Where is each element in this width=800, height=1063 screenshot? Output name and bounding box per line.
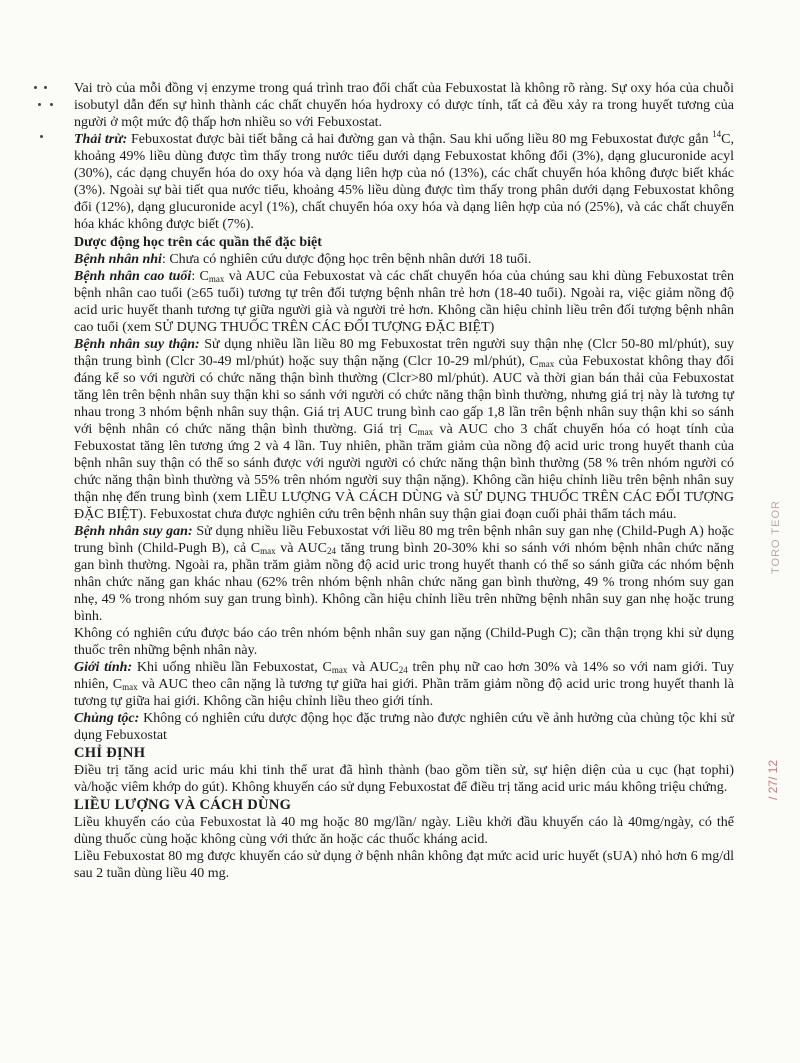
margin-dot xyxy=(34,86,37,89)
label-elimination: Thải trừ: xyxy=(74,132,128,147)
paragraph-dosage-1: Liều khuyến cáo của Febuxostat là 40 mg hoặc 80 mg/lần/ ngày. Liều khởi đầu khuyến cáo là 40mg/ngày, có thể dùng thuốc cùng hoặc không cùng với thức ăn hoặc các thuốc kháng acid. xyxy=(74,815,734,847)
text: C, khoảng 49% liều dùng được tìm thấy trong nước tiểu dưới dạng Febuxostat không đổi (3%), dạng glucuronide acyl (30%), các dạng chuyển hóa do oxy hóa và dạng liên hợp của nó (13%), các chất chuyển hóa không được biết khác (3%). Ngoài sự bài tiết qua nước tiểu, khoảng 45% liều dùng được tìm thấy trong phân dưới dạng Febuxostat không đổi (12%), dạng glucuronide acyl (1%), chất chuyển hóa oxy hóa và dạng liên hợp của nó (25%), và các chất chuyển hóa khác không được biết (7%). xyxy=(74,132,734,232)
text: và AUC xyxy=(347,660,399,675)
margin-dot xyxy=(38,103,41,106)
paragraph-elderly xyxy=(74,268,734,336)
superscript: 14 xyxy=(712,129,722,139)
text: Febuxostat được bài tiết bằng cả hai đường gan và thận. Sau khi uống liều 80 mg Febuxostat được gắn xyxy=(127,132,713,147)
heading-dosage: LIỀU LƯỢNG VÀ CÁCH DÙNG xyxy=(74,797,292,813)
label-elderly: Bệnh nhân cao tuổi xyxy=(74,269,192,284)
margin-dot xyxy=(40,135,43,138)
label-pediatric: Bệnh nhân nhi xyxy=(74,252,162,267)
heading-indications: CHỈ ĐỊNH xyxy=(74,745,146,761)
text: và AUC theo cân nặng là tương tự giữa hai giới. Phần trăm giảm nồng độ acid uric trong huyết thanh là tương tự giữa hai giới. Không cần hiệu chỉnh liều theo giới tính. xyxy=(74,677,734,709)
subscript: max xyxy=(417,427,434,437)
subscript: max xyxy=(538,359,555,369)
paragraph-pediatric xyxy=(74,251,734,268)
paragraph-hepatic-severe: Không có nghiên cứu được báo cáo trên nhóm bệnh nhân suy gan nặng (Child-Pugh C); cần thận trọng khi sử dụng thuốc trên những bệnh nhân này. xyxy=(74,626,734,658)
paragraph-renal xyxy=(74,336,734,523)
text: tăng trung bình 20-30% khi so sánh với nhóm bệnh nhân chức năng gan bình thường. Ngoài ra, phần trăm giảm nồng độ acid uric trong huyết thanh có thể so sánh giữa các nhóm bệnh nhân chức năng gan khác nhau (62% trên nhóm bệnh nhân chức năng gan bình thường, 49 % trong nhóm suy gan nhẹ, 49 % trong nhóm suy gan trung bình). Không cần hiệu chỉnh liều trên những bệnh nhân suy gan nhẹ hoặc trung bình. xyxy=(74,541,735,624)
document-page xyxy=(74,80,734,882)
text: Không có nghiên cứu dược động học đặc trưng nào được nghiên cứu về ảnh hưởng của chủng tộc khi sử dụng Febuxostat xyxy=(74,711,734,743)
label-race: Chủng tộc: xyxy=(74,711,140,726)
label-hepatic: Bệnh nhân suy gan: xyxy=(74,524,193,539)
paragraph-dosage-2: Liều Febuxostat 80 mg được khuyến cáo sử dụng ở bệnh nhân không đạt mức acid uric huyết (sUA) nhỏ hơn 6 mg/dl sau 2 tuần dùng liều 40 mg. xyxy=(74,849,734,881)
margin-stamp: TORO TEOR xyxy=(770,500,782,574)
text: Sử dụng nhiều lần liều 80 mg Febuxostat trên người suy thận nhẹ (Clcr 50-80 ml/phút), suy thận trung bình (Clcr 30-49 ml/phút) hoặc suy thận nặng (Clcr 10-29 ml/phút), C xyxy=(74,337,734,369)
margin-dot xyxy=(44,86,47,89)
paragraph-race xyxy=(74,710,734,744)
text: : Chưa có nghiên cứu dược động học trên bệnh nhân dưới 18 tuổi. xyxy=(161,252,532,267)
subscript: max xyxy=(208,274,225,284)
subscript: 24 xyxy=(326,546,336,556)
text: và AUC cho 3 chất chuyển hóa có hoạt tính của Febuxostat tăng lên tương ứng 2 và 4 lần. Tuy nhiên, phần trăm giảm của nồng độ acid uric trong huyết thanh của bệnh nhân suy thận có thể so sánh được với người người có chức năng thận bình thường (58 % trên nhóm người có chức năng thận bình thường và 55% trên nhóm người suy thận nặng). Không cần hiệu chỉnh liều trên bệnh nhân suy thận nhẹ đến trung bình (xem LIỀU LƯỢNG VÀ CÁCH DÙNG và SỬ DỤNG THUỐC TRÊN CÁC ĐỐI TƯỢNG ĐẶC BIỆT). Febuxostat chưa được nghiên cứu trên bệnh nhân suy thận giai đoạn cuối phải thẩm tách máu. xyxy=(74,422,735,522)
subscript: max xyxy=(331,665,348,675)
text: : C xyxy=(191,269,209,284)
text: và AUC của Febuxostat và các chất chuyển hóa của chúng sau khi dùng Febuxostat trên bệnh nhân cao tuổi (≥65 tuổi) tương tự trên đối tượng bệnh nhân trẻ hơn (18-40 tuổi). Ngoài ra, việc giảm nồng độ acid uric huyết thanh tương tự giữa người già và người trẻ hơn. Không cần hiệu chỉnh liều trên đối tượng bệnh nhân cao tuổi (xem SỬ DỤNG THUỐC TRÊN CÁC ĐỐI TƯỢNG ĐẶC BIỆT) xyxy=(74,269,734,335)
text: của Febuxostat không thay đổi đáng kể so với người có chức năng thận bình thường (Clcr>80 ml/phút). AUC và thời gian bán thải của Febuxostat tăng lên trên bệnh nhân suy thận khi so sánh với người có chức năng thận bình thường, nhưng giá trị này là tương tự nhau trong 3 nhóm bệnh nhân suy thận. Giá trị AUC trung bình cao gấp 1,8 lần trên bệnh nhân suy thận khi so sánh với bệnh nhân có chức năng thận bình thường. Giá trị C xyxy=(74,354,734,437)
subscript: 24 xyxy=(398,665,408,675)
subscript: max xyxy=(122,682,138,692)
paragraph-elimination xyxy=(74,131,734,233)
text: Khi uống nhiều lần Febuxostat, C xyxy=(132,660,332,675)
text: trên phụ nữ cao hơn 30% và 14% so với nam giới. Tuy nhiên, C xyxy=(74,660,734,692)
paragraph-hepatic xyxy=(74,523,734,625)
label-renal: Bệnh nhân suy thận: xyxy=(74,337,200,352)
margin-handwriting: / 27/ 12 xyxy=(766,760,780,801)
subscript: max xyxy=(260,546,276,556)
paragraph-gender xyxy=(74,659,734,710)
paragraph-indications: Điều trị tăng acid uric máu khi tinh thể urat đã hình thành (bao gồm tiền sử, sự hiện diện của u cục (hạt tophi) và/hoặc viêm khớp do gút). Không khuyến cáo sử dụng Febuxostat để điều trị tăng acid uric máu không triệu chứng. xyxy=(74,763,734,795)
label-gender: Giới tính: xyxy=(74,660,133,675)
margin-dot xyxy=(50,103,53,106)
heading-special-populations: Dược động học trên các quần thể đặc biệt xyxy=(74,235,322,250)
text: và AUC xyxy=(275,541,327,556)
paragraph-enzyme: Vai trò của mỗi đồng vị enzyme trong quá trình trao đổi chất của Febuxostat là không rõ ràng. Sự oxy hóa của chuỗi isobutyl dẫn đến sự hình thành các chất chuyển hóa hydroxy có dược tính, tất cả đều xảy ra trong huyết tương của người ở một mức độ thấp hơn nhiều so với Febuxostat. xyxy=(74,81,734,130)
text: Sử dụng nhiều liều Febuxostat với liều 80 mg trên bệnh nhân suy gan nhẹ (Child-Pugh A) hoặc trung bình (Child-Pugh B), cả C xyxy=(74,524,734,556)
